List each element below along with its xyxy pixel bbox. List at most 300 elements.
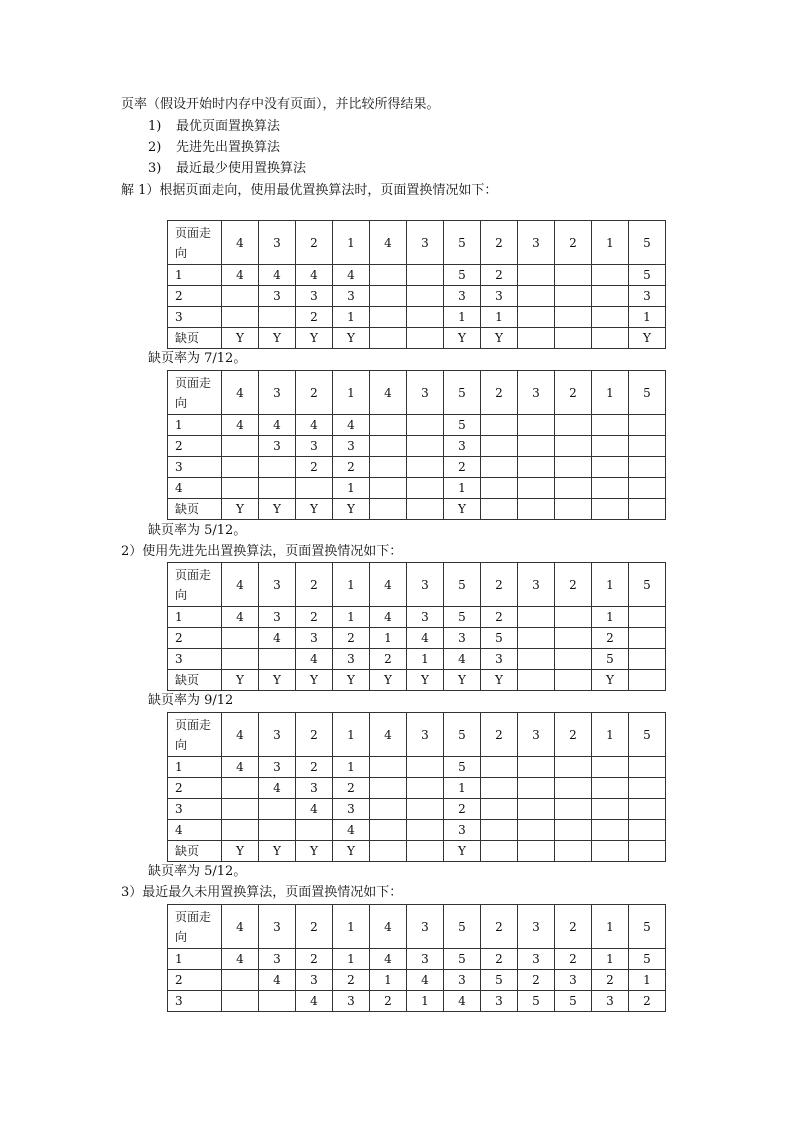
table-cell [555,628,592,649]
table-cell [629,499,666,520]
table-cell: 1 [333,949,370,970]
table-cell [629,415,666,436]
table-cell [592,307,629,328]
table-cell: 2 [296,307,333,328]
table-cell [407,778,444,799]
table-header-row [168,371,666,415]
table-cell [518,628,555,649]
table-cell: 2 [296,457,333,478]
table-cell: Y [481,328,518,349]
table-cell [370,499,407,520]
row-label-cell: 3 [168,307,222,328]
table-cell [518,841,555,862]
table-cell: Y [259,841,296,862]
header-label-cell: 页面走向 [168,905,222,949]
header-cell: 1 [333,905,370,949]
table-cell: 1 [444,778,481,799]
table-cell [259,457,296,478]
header-cell: 1 [592,371,629,415]
header-cell: 5 [629,563,666,607]
table-cell: 4 [222,607,259,628]
table-cell: 3 [518,949,555,970]
header-cell: 2 [296,221,333,265]
table-cell: 3 [333,799,370,820]
table-cell [629,757,666,778]
row-label-cell: 1 [168,949,222,970]
table-cell [296,478,333,499]
table-cell [370,307,407,328]
header-cell: 3 [407,905,444,949]
table-cell [222,307,259,328]
table-cell [222,286,259,307]
table-cell [222,970,259,991]
table-cell: 5 [481,628,518,649]
table-cell: Y [370,670,407,691]
table-cell [518,649,555,670]
table-cell [629,820,666,841]
table-cell: Y [444,670,481,691]
header-cell: 5 [629,221,666,265]
table-cell: 3 [444,286,481,307]
header-cell: 3 [259,563,296,607]
table-cell: 3 [259,949,296,970]
header-cell: 4 [370,905,407,949]
table-cell: Y [444,841,481,862]
table-cell: 2 [370,991,407,1012]
table-row [168,457,666,478]
table-cell [592,286,629,307]
header-cell: 3 [259,371,296,415]
table-cell [518,670,555,691]
header-cell: 4 [222,563,259,607]
table-cell: 3 [444,628,481,649]
table-row [168,841,666,862]
table-cell: 3 [444,436,481,457]
header-cell: 4 [222,905,259,949]
table-cell: 3 [481,649,518,670]
table-cell: 1 [370,970,407,991]
table-cell [222,457,259,478]
header-cell: 4 [222,713,259,757]
table-cell [629,478,666,499]
table-cell [407,478,444,499]
table-cell: 4 [333,820,370,841]
table-cell: 5 [444,265,481,286]
table-cell [481,757,518,778]
table-cell [555,457,592,478]
table-cell [370,757,407,778]
table-cell [370,265,407,286]
table-cell: Y [222,670,259,691]
table-cell: 3 [296,628,333,649]
table-cell: 1 [333,757,370,778]
header-cell: 2 [481,713,518,757]
table-row [168,757,666,778]
row-label-cell: 缺页 [168,841,222,862]
table-cell [518,757,555,778]
table-row [168,799,666,820]
table-cell: 2 [555,949,592,970]
table-cell [629,670,666,691]
table-cell [555,265,592,286]
table-cell: 2 [296,949,333,970]
table-row [168,499,666,520]
fault-rate-note-1: 缺页率为 7/12。 [148,351,247,366]
header-cell: 4 [222,221,259,265]
table-cell [555,307,592,328]
table-cell [222,649,259,670]
header-cell: 5 [444,713,481,757]
table-cell [518,307,555,328]
table-cell: 4 [222,415,259,436]
table-cell: Y [296,841,333,862]
row-label-cell: 3 [168,991,222,1012]
table-cell [629,649,666,670]
table-cell [370,286,407,307]
table-header-row [168,905,666,949]
header-cell: 2 [481,563,518,607]
table-cell: 3 [259,436,296,457]
option-3 [148,159,306,179]
table-cell: 3 [333,991,370,1012]
table-cell [518,436,555,457]
table-cell: 1 [444,307,481,328]
lru-heading: 3）最近最久未用置换算法，页面置换情况如下： [121,885,403,900]
table-cell: 5 [444,949,481,970]
table-header-row [168,713,666,757]
table-cell [592,799,629,820]
table-cell: Y [222,841,259,862]
row-label-cell: 缺页 [168,499,222,520]
table-cell: 3 [481,991,518,1012]
header-cell: 2 [555,905,592,949]
table-cell: Y [259,499,296,520]
row-label-cell: 1 [168,757,222,778]
table-cell: 2 [481,607,518,628]
table-cell [370,457,407,478]
table-cell [555,778,592,799]
table-cell: 4 [259,970,296,991]
table-cell [518,478,555,499]
table-cell [592,757,629,778]
row-label-cell: 2 [168,778,222,799]
header-label-cell: 页面走向 [168,713,222,757]
table-cell [370,820,407,841]
header-cell: 5 [629,713,666,757]
header-cell: 2 [555,713,592,757]
table-cell [518,799,555,820]
table-cell [407,841,444,862]
table-cell [222,991,259,1012]
table-cell [407,436,444,457]
lru-3-frame-table [167,904,666,1012]
table-cell: 1 [407,991,444,1012]
header-cell: 5 [444,905,481,949]
table-cell [629,628,666,649]
table-row [168,970,666,991]
table-cell [407,307,444,328]
table-cell: 3 [481,286,518,307]
row-label-cell: 3 [168,649,222,670]
table-cell [518,820,555,841]
table-cell: 3 [296,970,333,991]
table-cell [592,841,629,862]
table-cell [370,328,407,349]
header-label-cell: 页面走向 [168,563,222,607]
table-cell: 4 [222,265,259,286]
table-cell: 1 [592,607,629,628]
option-1-text: 最优页面置换算法 [176,119,281,134]
table-header-row [168,563,666,607]
row-label-cell: 缺页 [168,670,222,691]
table-cell [555,286,592,307]
optimal-4-frame-table [167,370,666,520]
table-cell [555,841,592,862]
header-cell: 2 [296,905,333,949]
table-cell [407,757,444,778]
table-cell [592,436,629,457]
table-cell: Y [629,328,666,349]
table-cell: Y [222,499,259,520]
table-cell [555,670,592,691]
table-cell: Y [296,499,333,520]
table-row [168,820,666,841]
table-cell: Y [444,328,481,349]
table-cell: Y [222,328,259,349]
table-cell: 4 [407,628,444,649]
table-cell: 4 [444,649,481,670]
table-cell: 4 [259,265,296,286]
table-cell: 4 [222,757,259,778]
header-cell: 3 [259,713,296,757]
option-3-text: 最近最少使用置换算法 [176,161,307,176]
table-cell: 3 [333,436,370,457]
table-cell: 3 [407,607,444,628]
option-3-number: 3) [148,161,162,176]
table-cell: 5 [629,949,666,970]
table-cell: 4 [296,415,333,436]
header-cell: 2 [296,563,333,607]
table-cell [407,415,444,436]
header-label-cell: 页面走向 [168,221,222,265]
table-row [168,670,666,691]
header-cell: 1 [333,221,370,265]
table-cell: 4 [222,949,259,970]
table-cell: 2 [444,799,481,820]
table-row [168,436,666,457]
option-1-number: 1) [148,119,162,134]
table-cell: 3 [444,970,481,991]
table-cell: 1 [444,478,481,499]
table-row [168,649,666,670]
header-cell: 3 [259,221,296,265]
row-label-cell: 缺页 [168,328,222,349]
table-cell: 2 [333,970,370,991]
table-cell [481,778,518,799]
table-cell: 2 [481,265,518,286]
table-cell [629,607,666,628]
header-cell: 4 [370,563,407,607]
fault-rate-note-3: 缺页率为 9/12 [148,693,234,708]
row-label-cell: 4 [168,820,222,841]
table-cell: 1 [333,478,370,499]
table-cell [259,820,296,841]
table-cell: 4 [296,799,333,820]
header-cell: 3 [518,221,555,265]
table-cell: 3 [296,286,333,307]
table-cell [555,820,592,841]
table-cell [555,478,592,499]
table-cell: Y [259,670,296,691]
row-label-cell: 2 [168,436,222,457]
header-cell: 1 [592,563,629,607]
table-cell: 2 [296,607,333,628]
table-cell: 3 [259,607,296,628]
header-cell: 4 [370,371,407,415]
table-cell [629,778,666,799]
table-cell [592,499,629,520]
table-cell [629,436,666,457]
table-cell: Y [333,328,370,349]
table-row [168,949,666,970]
table-cell: Y [481,670,518,691]
table-row [168,265,666,286]
table-cell [555,799,592,820]
table-row [168,628,666,649]
table-cell: 4 [407,970,444,991]
header-cell: 5 [444,371,481,415]
table-cell: 3 [444,820,481,841]
table-cell [481,457,518,478]
table-cell: 3 [259,757,296,778]
table-cell [555,436,592,457]
solution-intro: 解 1）根据页面走向，使用最优置换算法时，页面置换情况如下： [121,183,498,198]
table-cell: 4 [259,415,296,436]
row-label-cell: 4 [168,478,222,499]
row-label-cell: 1 [168,265,222,286]
header-cell: 3 [407,713,444,757]
table-cell [481,415,518,436]
table-cell [481,820,518,841]
table-cell: 2 [296,757,333,778]
table-cell: 5 [518,991,555,1012]
table-cell [592,820,629,841]
table-cell: 5 [592,649,629,670]
table-cell: Y [407,670,444,691]
table-cell: 2 [629,991,666,1012]
table-cell [555,499,592,520]
table-cell [592,328,629,349]
fifo-4-frame-table [167,712,666,862]
table-cell [407,799,444,820]
table-cell: 2 [333,628,370,649]
table-cell: 5 [444,607,481,628]
table-cell: 4 [333,415,370,436]
table-cell: 4 [333,265,370,286]
table-cell: Y [259,328,296,349]
header-cell: 3 [407,221,444,265]
table-cell: 2 [592,628,629,649]
table-cell [259,649,296,670]
table-row [168,778,666,799]
table-cell [259,307,296,328]
table-cell: 1 [629,307,666,328]
fault-rate-note-2: 缺页率为 5/12。 [148,523,247,538]
table-cell [407,286,444,307]
table-cell [555,328,592,349]
table-cell [629,841,666,862]
table-cell: 2 [333,778,370,799]
table-cell [370,436,407,457]
table-cell [481,478,518,499]
table-row [168,607,666,628]
table-cell: Y [333,499,370,520]
table-cell [407,457,444,478]
table-cell: 2 [518,970,555,991]
table-cell [481,841,518,862]
table-cell: 1 [333,607,370,628]
table-cell: 4 [296,649,333,670]
table-row [168,307,666,328]
table-cell: 2 [444,457,481,478]
header-cell: 4 [370,221,407,265]
header-cell: 3 [518,563,555,607]
table-cell: 4 [259,778,296,799]
table-cell: 1 [407,649,444,670]
table-row [168,286,666,307]
table-cell: Y [592,670,629,691]
table-cell [518,265,555,286]
header-cell: 2 [296,371,333,415]
table-cell [296,820,333,841]
table-cell [518,286,555,307]
table-cell [592,778,629,799]
option-2-number: 2) [148,140,162,155]
header-cell: 5 [629,905,666,949]
table-cell [481,799,518,820]
table-cell [518,499,555,520]
header-cell: 2 [555,371,592,415]
table-cell: 3 [407,949,444,970]
table-cell: 5 [444,757,481,778]
table-cell: 2 [592,970,629,991]
table-cell [629,799,666,820]
row-label-cell: 3 [168,457,222,478]
table-cell: 3 [333,286,370,307]
table-cell: 5 [481,970,518,991]
header-cell: 2 [481,905,518,949]
table-cell [370,415,407,436]
table-cell [222,799,259,820]
header-label-cell: 页面走向 [168,371,222,415]
table-cell: Y [333,841,370,862]
table-cell: 1 [370,628,407,649]
table-cell: 2 [370,649,407,670]
table-row [168,991,666,1012]
row-label-cell: 1 [168,415,222,436]
option-2-text: 先进先出置换算法 [176,140,281,155]
header-cell: 1 [592,905,629,949]
table-cell [407,820,444,841]
table-cell: 3 [592,991,629,1012]
table-cell: 1 [629,970,666,991]
table-header-row [168,221,666,265]
row-label-cell: 1 [168,607,222,628]
table-cell: 4 [296,265,333,286]
table-cell [518,607,555,628]
table-cell: 2 [481,949,518,970]
header-cell: 3 [518,371,555,415]
